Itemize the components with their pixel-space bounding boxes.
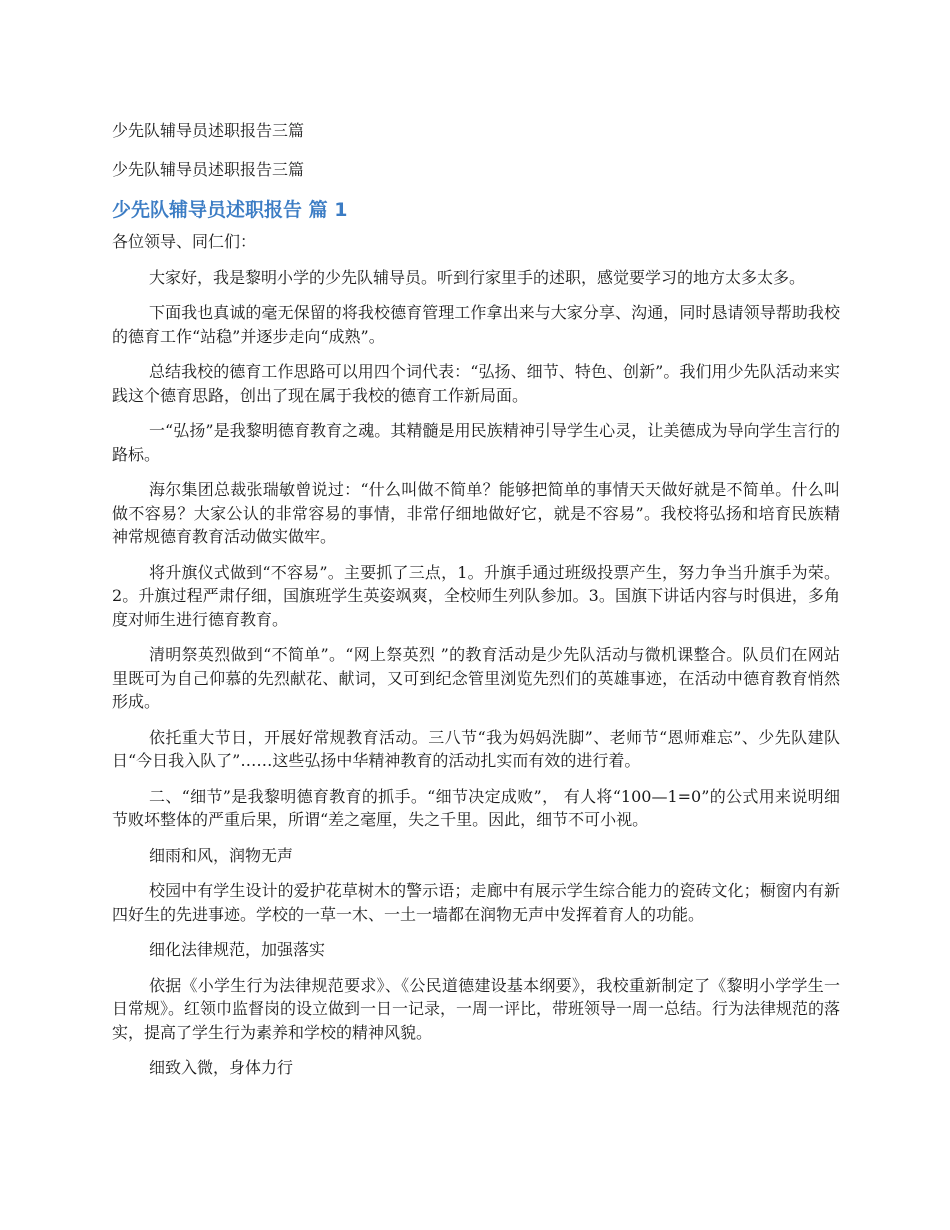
paragraph: 海尔集团总裁张瑞敏曾说过：“什么叫做不简单？能够把简单的事情天天做好就是不简单。什么叫做不容易？大家公认的非常容易的事情，非常仔细地做好它，就是不容易”。我校将弘扬和培育民族精神常规德育教育活动做实做牢。 [112, 480, 840, 546]
paragraph: 将升旗仪式做到“不容易”。主要抓了三点，1。升旗手通过班级投票产生，努力争当升旗手为荣。2。升旗过程严肃仔细，国旗班学生英姿飒爽，全校师生列队参加。3。国旗下讲话内容与时俱进，多角度对师生进行德育教育。 [112, 562, 840, 629]
paragraph: 依据《小学生行为法律规范要求》、《公民道德建设基本纲要》，我校重新制定了《黎明小学学生一日常规》。红领巾监督岗的设立做到一日一记录，一周一评比，带班领导一周一总结。行为法律规范的落实，提高了学生行为素养和学校的精神风貌。 [112, 975, 841, 1042]
subheading: 细化法律规范，加强落实 [149, 940, 326, 959]
subheading: 细雨和风，润物无声 [149, 845, 294, 865]
document-subtitle: 少先队辅导员述职报告三篇 [112, 160, 305, 179]
paragraph: 下面我也真诚的毫无保留的将我校德育管理工作拿出来与大家分享、沟通，同时恳请领导帮助我校的德育工作“站稳”并逐步走向“成熟”。 [112, 303, 840, 346]
paragraph: 清明祭英烈做到“不简单”。“网上祭英烈 ”的教育活动是少先队活动与微机课整合。队员们在网站里既可为自己仰慕的先烈献花、献词，又可到纪念管里浏览先烈们的英雄事迹，在活动中德育教育悄然形成。 [112, 645, 840, 711]
paragraph: 大家好，我是黎明小学的少先队辅导员。听到行家里手的述职，感觉要学习的地方太多太多。 [149, 267, 806, 287]
paragraph: 校园中有学生设计的爱护花草树木的警示语；走廊中有展示学生综合能力的瓷砖文化；橱窗内有新四好生的先进事迹。学校的一草一木、一土一墙都在润物无声中发挥着育人的功能。 [112, 881, 840, 924]
document-page [112, 118, 840, 1092]
document-title: 少先队辅导员述职报告三篇 [112, 121, 305, 140]
paragraph: 总结我校的德育工作思路可以用四个词代表：“弘扬、细节、特色、创新”。我们用少先队活动来实践这个德育思路，创出了现在属于我校的德育工作新局面。 [112, 362, 840, 405]
section-heading: 少先队辅导员述职报告 篇 1 [112, 199, 348, 221]
paragraph: 一“弘扬”是我黎明德育教育之魂。其精髓是用民族精神引导学生心灵，让美德成为导向学生言行的路标。 [112, 421, 840, 464]
paragraph: 依托重大节日，开展好常规教育活动。三八节“我为妈妈洗脚”、老师节“恩师难忘”、少先队建队日“今日我入队了”……这些弘扬中华精神教育的活动扎实而有效的进行着。 [112, 727, 840, 770]
paragraph: 二、“细节”是我黎明德育教育的抓手。“细节决定成败”， 有人将“100—1=0”的公式用来说明细节败坏整体的严重后果，所谓“差之毫厘，失之千里。因此，细节不可小视。 [112, 786, 840, 829]
subheading: 细致入微，身体力行 [149, 1058, 294, 1077]
greeting: 各位领导、同仁们： [112, 232, 257, 251]
